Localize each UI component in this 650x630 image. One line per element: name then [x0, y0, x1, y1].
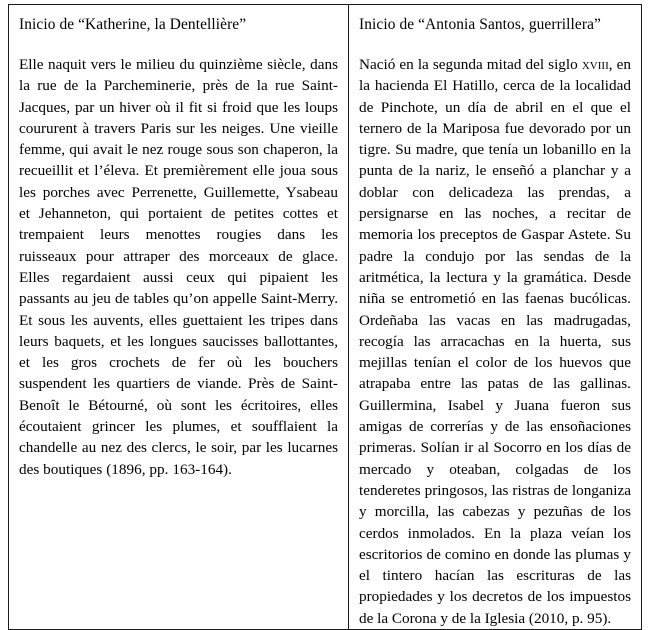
column-heading-antonia: Inicio de “Antonia Santos, guerrillera” [359, 16, 601, 33]
header-cell-left [9, 5, 349, 38]
header-cell-right [349, 5, 642, 38]
table-header-row [9, 5, 642, 38]
excerpt-antonia-part2: , en la hacienda El Hatillo, cerca de la localidad de Pinchote, un día de abril en el que el ternero de la Mariposa fue devorado por un tigre. Su madre, que tenía un lobanillo en la punta de la nariz, le enseñó a planchar y a doblar con delicadeza las prendas, a persignarse en las noches, a recitar de memoria los preceptos de Gaspar Astete. Su padre la condujo por las sendas de la aritmética, la lectura y la gramática. Desde niña se entrometió en las faenas bucólicas. Ordeñaba las vacas en las madrugadas, recogía las arracachas en la huerta, sus mejillas tenían el color de los huevos que atrapaba entre las patas de las gallinas. Guillermina, Isabel y Juana fueron sus amigas de correrías y de las ensoñaciones primeras. Solían ir al Socorro en los días de mercado y oteaban, colgadas de los tenderetes pringosos, las ristras de longaniza y morcilla, las cabezas y pezuñas de los cerdos inmolados. En la plaza veían los escritorios de comino en donde las plumas y el tintero hacían las escrituras de las propiedades y los decretos de los impuestos de la Corona y de la Iglesia (2010, p. 95). [359, 56, 632, 627]
body-cell-right [349, 37, 642, 630]
body-cell-left [9, 37, 349, 630]
century-small-caps: xviii [581, 56, 609, 73]
excerpt-antonia-part1: Nació en la segunda mitad del siglo [359, 56, 582, 73]
excerpt-text-katherine: Elle naquit vers le milieu du quinzième siècle, dans la rue de la Parcheminerie, près de la rue Saint-Jacques, par un hiver où il fit si froid que les loups coururent à travers Paris sur les neiges. Une vieille femme, qui avait le nez rouge sous son chaperon, la recueillit et l’éleva. Et premièrement elle joua sous les porches avec Perrenette, Guillemette, Ysabeau et Jehanneton, qui portaient de petites cottes et trempaient leurs menottes rougies dans les ruisseaux pour attraper des morceaux de glace. Elles regardaient aussi ceux qui pipaient les passants au jeu de tables qu’on appelle Saint-Merry. Et sous les auvents, elles guettaient les tripes dans leurs baquets, et les longues saucisses ballottantes, et les gros crochets de fer où les bouchers suspendent les quartiers de viande. Près de Saint-Benoît le Bétourné, où sont les écritoires, elles écoutaient grincer les plumes, et soufflaient la chandelle au nez des clercs, le soir, par les lucarnes des boutiques (1896, pp. 163-164). [19, 56, 338, 478]
comparison-table [8, 4, 642, 630]
column-heading-katherine: Inicio de “Katherine, la Dentellière” [19, 16, 247, 33]
table-body-row [9, 37, 642, 630]
excerpt-text-antonia [359, 54, 631, 629]
